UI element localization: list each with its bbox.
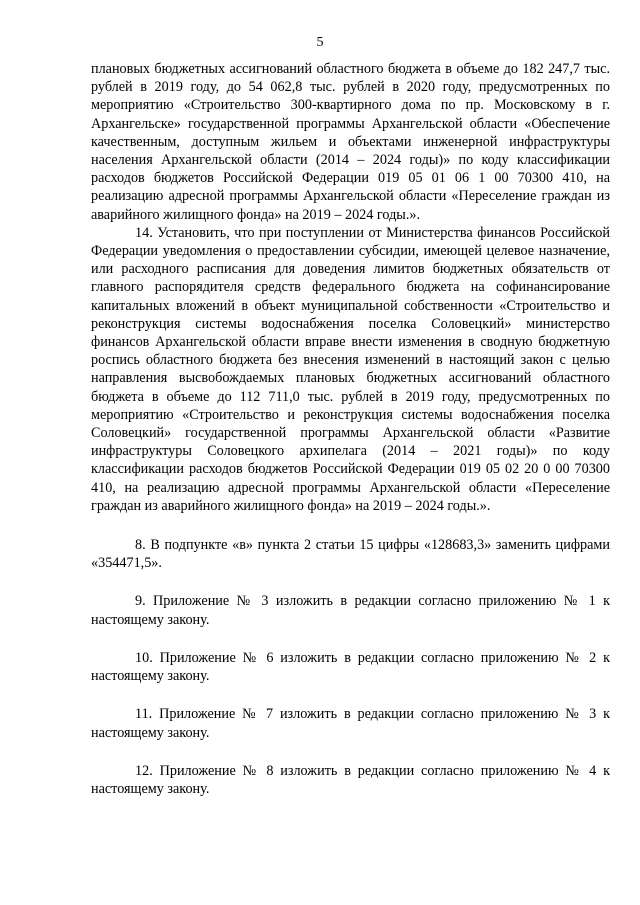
- paragraph-item-10: 10. Приложение № 6 изложить в редакции согласно приложению № 2 к настоящему закону.: [91, 649, 610, 685]
- paragraph-item-14: 14. Установить, что при поступлении от Министерства финансов Российской Федерации уведомления о предоставлении субсидии, имеющей целевое назначение, или расходного расписания для доведения лимитов бюджетных обязательств от главного распорядителя средств федерального бюджета на софинансирование капитальных вложений в объект муниципальной собственности «Строительство и реконструкция системы водоснабжения поселка Соловецкий» министерство финансов Архангельской области вправе внести изменения в сводную бюджетную роспись областного бюджета без внесения изменений в настоящий закон с целью направления высвобождаемых плановых бюджетных ассигнований областного бюджета в объеме до 112 711,0 тыс. рублей в 2019 году, предусмотренных по мероприятию «Строительство и реконструкция системы водоснабжения поселка Соловецкий» государственной программы Архангельской области «Развитие инфраструктуры Соловецкого архипелага (2014 – 2021 годы)» по коду классификации расходов бюджетов Российской Федерации 019 05 02 20 0 00 70300 410, на реализацию адресной программы Архангельской области «Переселение граждан из аварийного жилищного фонда» на 2019 – 2024 годы.».: [91, 224, 610, 514]
- document-body: [91, 60, 610, 798]
- paragraph-item-8: 8. В подпункте «в» пункта 2 статьи 15 цифры «128683,3» заменить цифрами «354471,5».: [91, 537, 610, 572]
- page-number: 5: [316, 35, 324, 50]
- paragraph-item-12: 12. Приложение № 8 изложить в редакции согласно приложению № 4 к настоящему закону.: [91, 762, 610, 797]
- paragraph-continuation: плановых бюджетных ассигнований областного бюджета в объеме до 182 247,7 тыс. рублей в 2019 году, до 54 062,8 тыс. рублей в 2020 году, предусмотренных по мероприятию «Строительство 300-квартирного дома по пр. Московскому в г. Архангельске» государственной программы Архангельской области «Обеспечение качественным, доступным жильем и объектами инженерной инфраструктуры населения Архангельской области (2014 – 2024 годы)» по коду классификации расходов бюджетов Российской Федерации 019 05 01 06 1 00 70300 410, на реализацию адресной программы Архангельской области «Переселение граждан из аварийного жилищного фонда» на 2019 – 2024 годы.».: [91, 61, 610, 223]
- paragraph-item-11: 11. Приложение № 7 изложить в редакции согласно приложению № 3 к настоящему закону.: [91, 706, 610, 741]
- paragraph-item-9: 9. Приложение № 3 изложить в редакции согласно приложению № 1 к настоящему закону.: [91, 593, 610, 628]
